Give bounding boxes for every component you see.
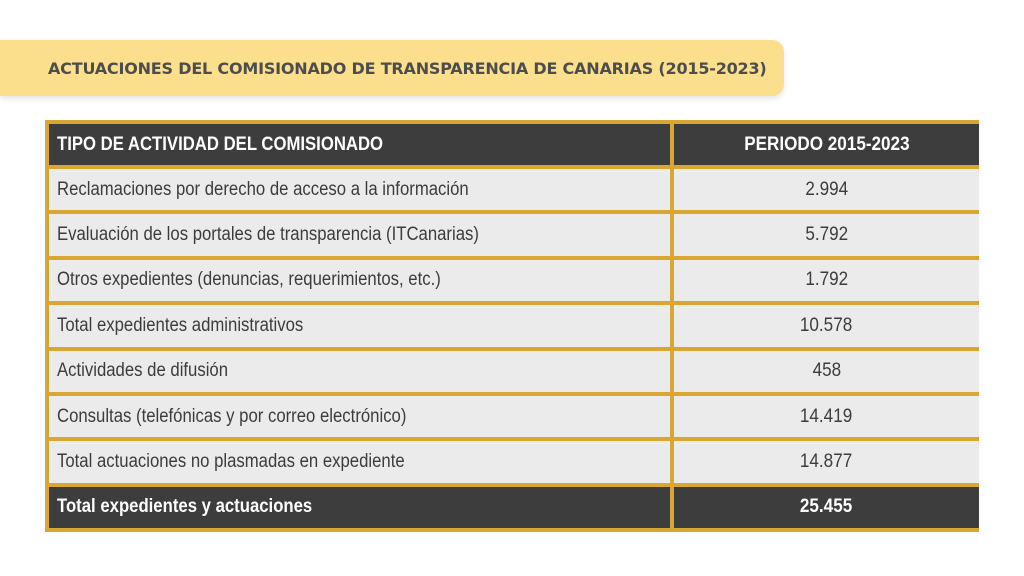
row-label: Evaluación de los portales de transparencia (ITCanarias) <box>49 214 670 255</box>
row-label: Otros expedientes (denuncias, requerimientos, etc.) <box>49 260 670 301</box>
row-value: 5.792 <box>674 214 979 255</box>
table-total-row <box>49 487 979 528</box>
row-value: 10.578 <box>674 305 979 346</box>
total-label: Total expedientes y actuaciones <box>49 487 670 528</box>
row-value: 14.419 <box>674 396 979 437</box>
table-row <box>49 260 979 301</box>
header-activity-type: TIPO DE ACTIVIDAD DEL COMISIONADO <box>49 124 670 165</box>
activity-table <box>45 120 983 532</box>
row-value: 1.792 <box>674 260 979 301</box>
table-row <box>49 214 979 255</box>
row-label: Total expedientes administrativos <box>49 305 670 346</box>
activity-table-container <box>45 120 979 532</box>
title-banner <box>0 40 784 96</box>
row-label: Reclamaciones por derecho de acceso a la información <box>49 169 670 210</box>
header-period: PERIODO 2015-2023 <box>674 124 979 165</box>
table-row <box>49 396 979 437</box>
row-label: Total actuaciones no plasmadas en expediente <box>49 441 670 482</box>
page-title: ACTUACIONES DEL COMISIONADO DE TRANSPARENCIA DE CANARIAS (2015-2023) <box>48 59 767 78</box>
table-row <box>49 441 979 482</box>
row-value: 2.994 <box>674 169 979 210</box>
row-label: Consultas (telefónicas y por correo electrónico) <box>49 396 670 437</box>
row-label: Actividades de difusión <box>49 351 670 392</box>
table-row <box>49 305 979 346</box>
table-row <box>49 351 979 392</box>
total-value: 25.455 <box>674 487 979 528</box>
table-header-row <box>49 124 979 165</box>
row-value: 14.877 <box>674 441 979 482</box>
table-row <box>49 169 979 210</box>
row-value: 458 <box>674 351 979 392</box>
